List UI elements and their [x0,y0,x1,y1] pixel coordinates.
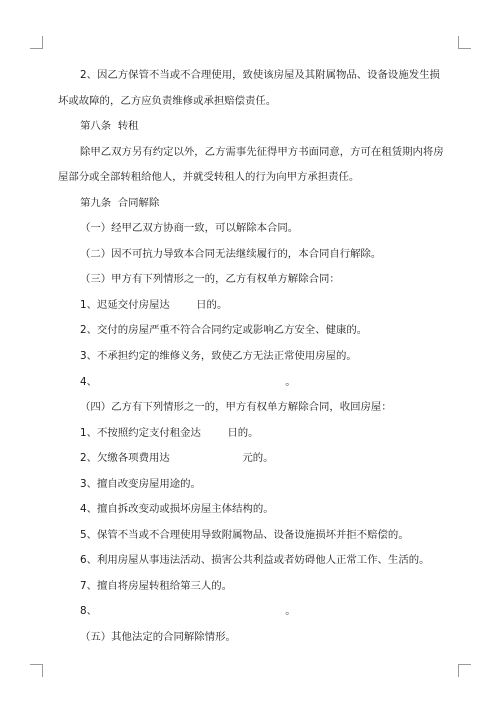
clause-4-item-5: 5、保管不当或不合理使用导致附属物品、设备设施损坏并拒不赔偿的。 [80,528,409,541]
clause-4-item-6: 6、利用房屋从事违法活动、损害公共利益或者妨碍他人正常工作、生活的。 [80,554,430,567]
paragraph-1-line-2: 坏或故障的，乙方应负责维修或承担赔偿责任。 [58,94,277,107]
clause-4-item-2: 2、欠缴各项费用达 元的。 [80,452,274,465]
clause-4-item-3: 3、擅自改变房屋用途的。 [80,477,201,490]
document-body [58,67,444,655]
clause-5: （五）其他法定的合同解除情形。 [80,631,236,644]
clause-3-item-4: 4、 。 [80,375,296,388]
clause-4-item-1: 1、不按照约定支付租金达 日的。 [80,426,259,439]
crop-mark-bottom-left [30,664,43,677]
crop-mark-top-left [30,36,43,49]
clause-3-item-1: 1、迟延交付房屋达 日的。 [80,298,228,311]
clause-4-item-8: 8、 。 [80,605,296,618]
crop-mark-bottom-right [458,664,471,677]
article-8-heading: 第八条 转租 [80,120,139,133]
clause-3: （三）甲方有下列情形之一的，乙方有权单方解除合同： [80,273,340,286]
paragraph-3-line-2: 屋部分或全部转租给他人，并就受转租人的行为向甲方承担责任。 [58,171,360,184]
crop-mark-top-right [458,36,471,49]
clause-4: （四）乙方有下列情形之一的，甲方有权单方解除合同，收回房屋： [80,401,392,414]
clause-1: （一）经甲乙双方协商一致，可以解除本合同。 [80,222,299,235]
clause-3-item-2: 2、交付的房屋严重不符合合同约定或影响乙方安全、健康的。 [80,324,368,337]
paragraph-3-line-1: 除甲乙双方另有约定以外，乙方需事先征得甲方书面同意，方可在租赁期内将房 [80,145,444,158]
clause-3-item-3: 3、不承担约定的维修义务，致使乙方无法正常使用房屋的。 [80,350,357,363]
clause-4-item-4: 4、擅自拆改变动或损坏房屋主体结构的。 [80,503,274,516]
clause-4-item-7: 7、擅自将房屋转租给第三人的。 [80,579,233,592]
article-9-heading: 第九条 合同解除 [80,196,160,209]
clause-2: （二）因不可抗力导致本合同无法继续履行的，本合同自行解除。 [80,247,382,260]
paragraph-1-line-1: 2、因乙方保管不当或不合理使用，致使该房屋及其附属物品、设备设施发生损 [80,69,440,81]
